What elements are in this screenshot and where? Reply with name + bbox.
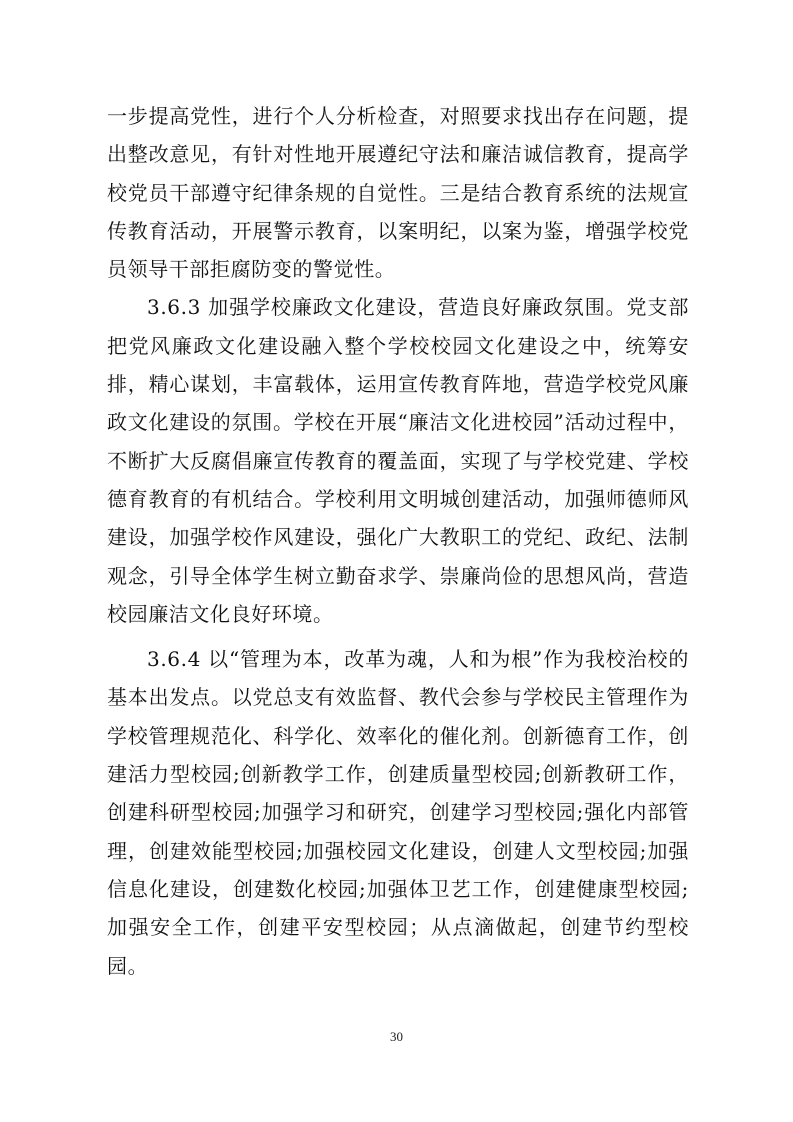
paragraph-continued: 一步提高党性，进行个人分析检查，对照要求找出存在问题，提出整改意见，有针对性地开展遵纪守法和廉洁诚信教育，提高学校党员干部遵守纪律条规的自觉性。三是结合教育系统的法规宣传教育活动，开展警示教育，以案明纪，以案为鉴，增强学校党员领导干部拒腐防变的警觉性。 bbox=[107, 104, 689, 282]
paragraph-3-6-4: 3.6.4 以“管理为本，改革为魂，人和为根”作为我校治校的基本出发点。以党总支有效监督、教代会参与学校民主管理作为学校管理规范化、科学化、效率化的催化剂。创新德育工作，创建活力型校园;创新教学工作，创建质量型校园;创新教研工作，创建科研型校园;加强学习和研究，创建学习型校园;强化内部管理，创建效能型校园;加强校园文化建设，创建人文型校园;加强信息化建设，创建数化校园;加强体卫艺工作，创建健康型校园;加强安全工作，创建平安型校园；从点滴做起，创建节约型校园。 bbox=[107, 647, 689, 978]
body-text bbox=[107, 97, 689, 985]
paragraph-3-6-3: 3.6.3 加强学校廉政文化建设，营造良好廉政氛围。党支部把党风廉政文化建设融入整个学校校园文化建设之中，统筹安排，精心谋划，丰富载体，运用宣传教育阵地，营造学校党风廉政文化建设的氛围。学校在开展“廉洁文化进校园”活动过程中，不断扩大反腐倡廉宣传教育的覆盖面，实现了与学校党建、学校德育教育的有机结合。学校利用文明城创建活动，加强师德师风建设，加强学校作风建设，强化广大教职工的党纪、政纪、法制观念，引导全体学生树立勤奋求学、崇廉尚俭的思想风尚，营造校园廉洁文化良好环境。 bbox=[107, 295, 689, 626]
page-number: 30 bbox=[390, 1029, 403, 1044]
